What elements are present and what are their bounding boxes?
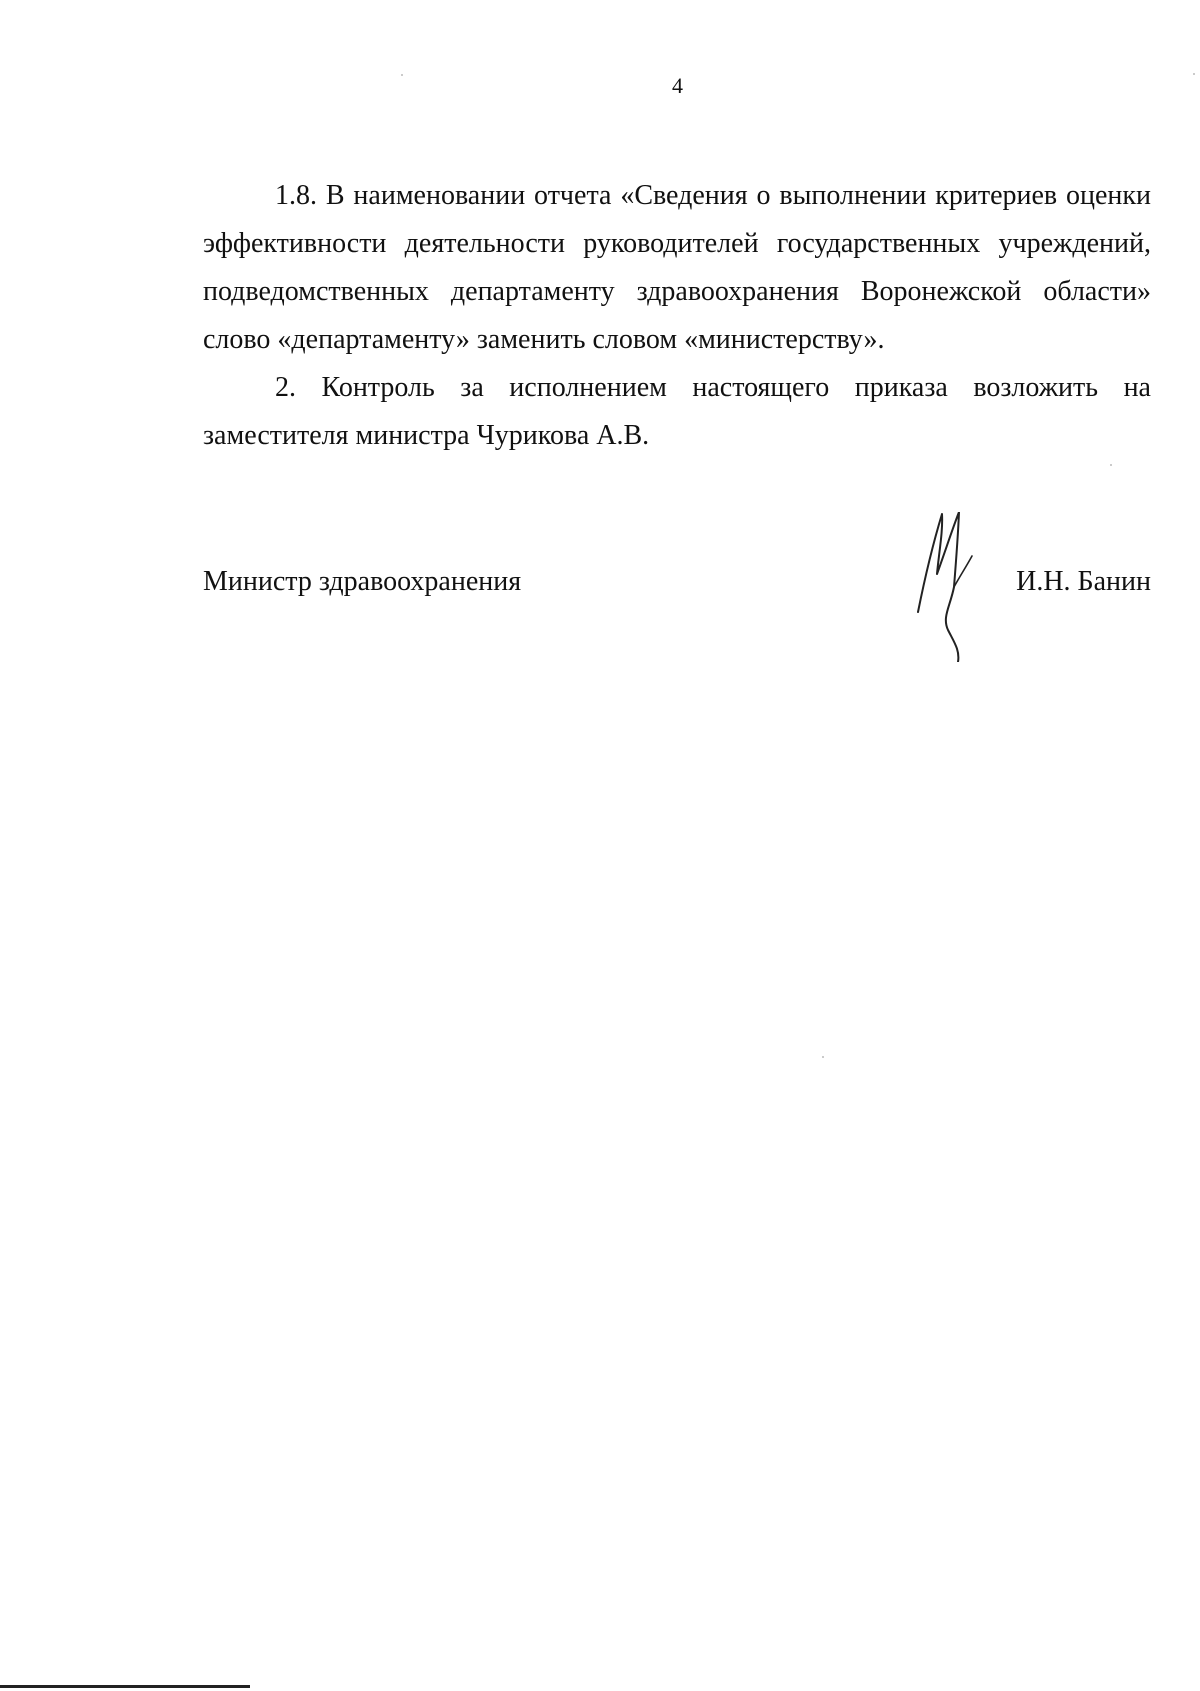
bottom-scan-edge bbox=[0, 1685, 250, 1688]
document-body bbox=[203, 172, 1151, 460]
paragraph-1-8: 1.8. В наименовании отчета «Сведения о выполнении критериев оценки эффективности деятельности руководителей государственных учреждений, подведомственных департаменту здравоохранения Воронежской области» слово «департаменту» заменить словом «министерству». bbox=[203, 180, 1151, 355]
signer-title: Министр здравоохранения bbox=[203, 566, 522, 597]
paragraph-2: 2. Контроль за исполнением настоящего приказа возложить на заместителя министра Чурикова А.В. bbox=[203, 372, 1151, 451]
handwritten-signature bbox=[912, 512, 982, 662]
scan-speck bbox=[822, 1056, 824, 1058]
scan-speck bbox=[401, 74, 403, 76]
scan-speck bbox=[1110, 464, 1112, 466]
signature-block bbox=[203, 562, 1151, 602]
signer-name: И.Н. Банин bbox=[1016, 566, 1151, 597]
page-number: 4 bbox=[672, 73, 683, 98]
scan-speck bbox=[1193, 73, 1195, 75]
